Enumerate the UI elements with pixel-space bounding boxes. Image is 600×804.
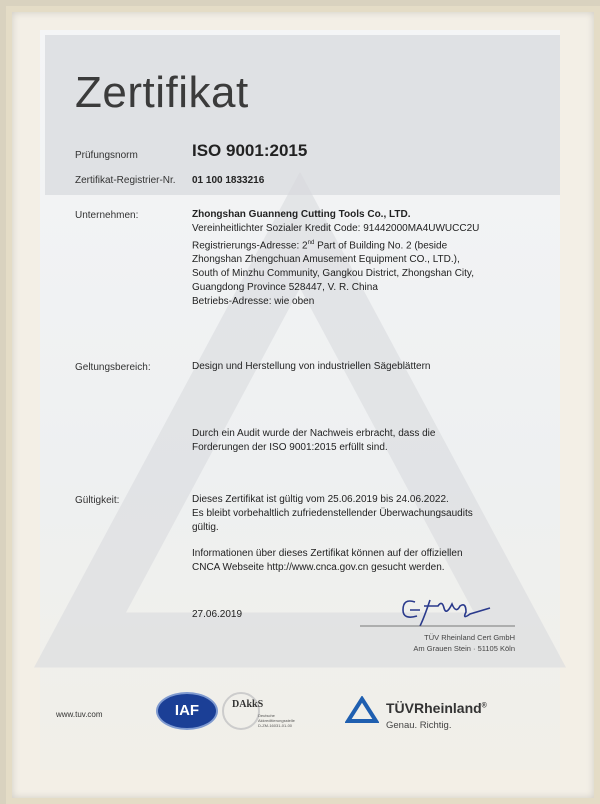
dakks-text: Akkreditierungsstelle	[258, 718, 295, 723]
info-line: CNCA Webseite http://www.cnca.gov.cn gesucht werden.	[192, 562, 445, 573]
issue-date: 27.06.2019	[192, 609, 243, 620]
scope-label: Geltungsbereich:	[75, 362, 151, 373]
dakks-logo: DAkkS	[232, 699, 264, 710]
dakks-logo-icon	[222, 692, 260, 730]
address-line: Zhongshan Zhengchuan Amusement Equipment CO., LTD.),	[192, 254, 460, 266]
tuv-triangle-icon	[345, 696, 379, 724]
company-block	[192, 208, 479, 309]
address-line	[192, 236, 479, 253]
issuer-block	[413, 632, 515, 654]
audit-line: Forderungen der ISO 9001:2015 erfüllt sind.	[192, 442, 388, 453]
validity-line: gültig.	[192, 522, 219, 533]
validity-label: Gültigkeit:	[75, 495, 120, 506]
validity-block	[192, 493, 473, 575]
iaf-logo: IAF	[156, 692, 218, 730]
dakks-text: Deutsche	[258, 713, 275, 718]
dakks-caption	[258, 713, 295, 728]
signature-icon	[360, 590, 520, 630]
scope-value: Design und Herstellung von industriellen Sägeblättern	[192, 361, 431, 372]
address-line: Guangdong Province 528447, V. R. China	[192, 282, 378, 294]
issuer-name: TÜV Rheinland Cert GmbH	[424, 633, 515, 642]
tuv-slogan: Genau. Richtig.	[386, 720, 452, 731]
tuv-brand	[386, 700, 487, 716]
issuer-address: Am Grauen Stein · 51105 Köln	[413, 644, 515, 653]
standard-label: Prüfungsnorm	[75, 150, 138, 161]
dakks-text: D-ZM-16031-01-00	[258, 723, 293, 728]
audit-line: Durch ein Audit wurde der Nachweis erbracht, dass die	[192, 428, 436, 439]
registration-value: 01 100 1833216	[192, 175, 265, 186]
standard-value: ISO 9001:2015	[192, 141, 308, 160]
validity-line: Dieses Zertifikat ist gültig vom 25.06.2019 bis 24.06.2022.	[192, 494, 449, 505]
company-name: Zhongshan Guanneng Cutting Tools Co., LTD.	[192, 209, 411, 220]
credit-code: Vereinheitlichter Sozialer Kredit Code: 91442000MA4UWUCC2U	[192, 223, 480, 234]
info-line: Informationen über dieses Zertifikat können auf der offiziellen	[192, 548, 463, 559]
registered-mark: ®	[481, 702, 487, 710]
company-label: Unternehmen:	[75, 210, 139, 221]
page-title: Zertifikat	[75, 68, 249, 117]
address-sup: nd	[307, 240, 315, 246]
audit-statement	[192, 427, 435, 455]
validity-line: Es bleibt vorbehaltlich zufriedenstellender Überwachungsaudits	[192, 508, 473, 519]
tuv-brand-text: TÜVRheinland	[386, 700, 482, 716]
registration-label: Zertifikat-Registrier-Nr.	[75, 175, 176, 186]
address-text: Part of Building No. 2 (beside	[314, 240, 448, 252]
website-link[interactable]: www.tuv.com	[56, 710, 103, 719]
address-line: South of Minzhu Community, Gangkou District, Zhongshan City,	[192, 268, 474, 280]
operating-address: Betriebs-Adresse: wie oben	[192, 296, 315, 308]
address-text: Registrierungs-Adresse: 2	[192, 240, 308, 252]
